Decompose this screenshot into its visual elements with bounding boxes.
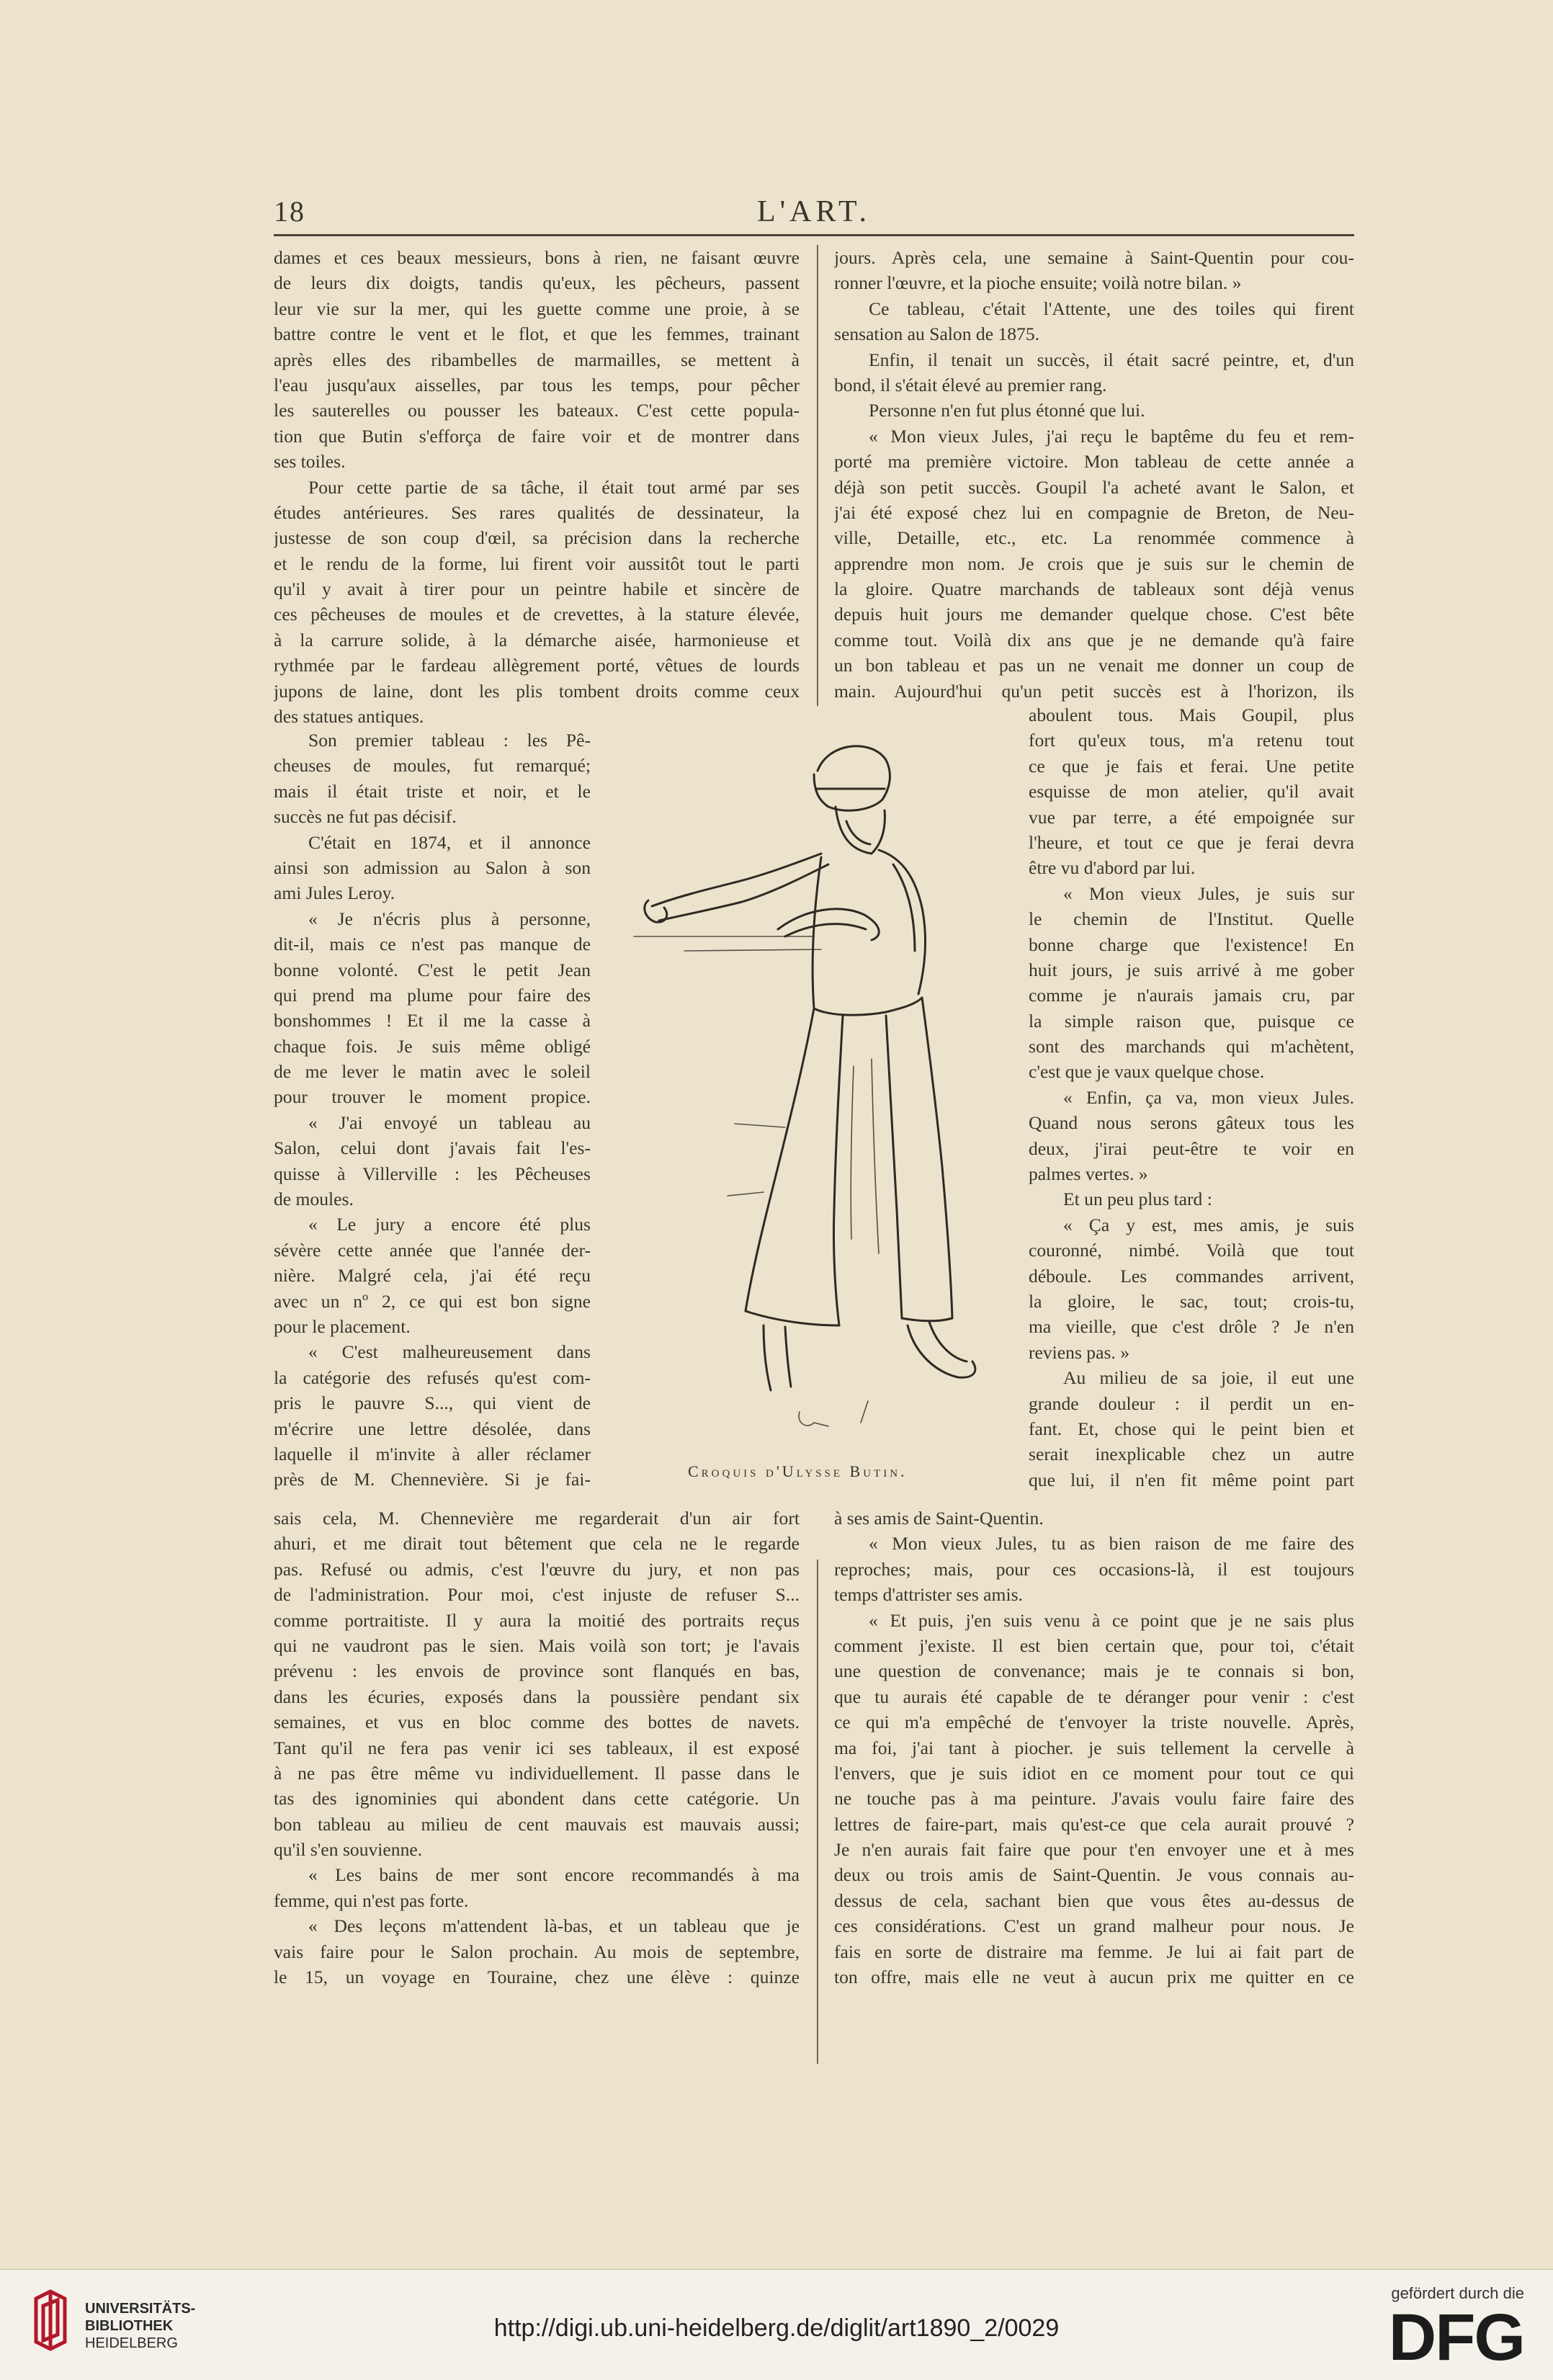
left-column-narrow: [274, 728, 591, 1493]
text-line: aboulent tous. Mais Goupil, plus: [1029, 704, 1354, 725]
text-line: dit-il, mais ce n'est pas manque de: [274, 934, 591, 955]
text-line: ne touche pas à ma peinture. J'avais voulu faire faire des: [834, 1788, 1354, 1809]
text-line: laquelle il m'invite à aller réclamer: [274, 1443, 591, 1464]
text-line: bond, il s'était élevé au premier rang.: [834, 374, 1107, 395]
text-line: ce qui m'a empêché de t'envoyer la triste nouvelle. Après,: [834, 1712, 1354, 1733]
text-line: depuis huit jours me demander quelque chose. C'est bête: [834, 604, 1354, 625]
text-line: nière. Malgré cela, j'ai été reçu: [274, 1265, 591, 1287]
text-line: la simple raison que, puisque ce: [1029, 1010, 1354, 1032]
text-line: femme, qui n'est pas forte.: [274, 1889, 469, 1911]
column-divider-bottom: [817, 1560, 818, 2064]
text-line: battre contre le vent et le flot, et que les femmes, trainant: [274, 323, 800, 345]
text-line: sévère cette année que l'année der-: [274, 1239, 591, 1261]
permalink-url[interactable]: http://digi.ub.uni-heidelberg.de/diglit/art1890_2/0029: [493, 2314, 1060, 2342]
text-line: bonshommes ! Et il me la casse à: [274, 1010, 591, 1032]
text-line: leur vie sur la mer, qui les guette comme une proie, à se: [274, 298, 800, 319]
text-line: bonne volonté. C'est le petit Jean: [274, 959, 591, 980]
text-line: Tant qu'il ne fera pas venir ici ses tableaux, il est exposé: [274, 1737, 800, 1758]
text-line: un bon tableau et pas un ne venait me donner un coup de: [834, 655, 1354, 676]
text-line: pas. Refusé ou admis, c'est l'œuvre du jury, et non pas: [274, 1558, 800, 1580]
text-line: et le rendu de la forme, lui firent voir aussitôt tout le parti: [274, 552, 800, 574]
sponsor-label: gefördert durch die: [1391, 2284, 1524, 2302]
text-line: vais faire pour le Salon prochain. Au mois de septembre,: [274, 1941, 800, 1962]
text-line: ces considérations. C'est un grand malheur pour nous. Je: [834, 1915, 1354, 1937]
text-line: déboule. Les commandes arrivent,: [1029, 1265, 1354, 1287]
library-name-line2: BIBLIOTHEK: [85, 2318, 174, 2334]
text-line: Salon, celui dont j'avais fait l'es-: [274, 1137, 591, 1159]
text-line: que tu aurais été capable de te déranger pour venir : c'est: [834, 1686, 1354, 1707]
text-line: couronné, nimbé. Voilà que tout: [1029, 1240, 1354, 1261]
text-line: près de M. Chennevière. Si je fai-: [274, 1469, 591, 1490]
text-line: apprendre mon nom. Je crois que je suis sur le chemin de: [834, 552, 1354, 574]
text-line: dans les écuries, exposés dans la poussière pendant six: [274, 1686, 800, 1707]
text-line: comme portraitiste. Il y aura la moitié des portraits reçus: [274, 1609, 800, 1631]
right-column-bottom: [834, 1506, 1354, 1990]
text-line: l'heure, et tout ce que je ferai devra: [1029, 831, 1354, 853]
text-line: ville, Detaille, etc., etc. La renommée commence à: [834, 527, 1354, 549]
text-line: Quand nous serons gâteux tous les: [1029, 1112, 1354, 1134]
sketch-illustration: [598, 720, 1023, 1469]
text-line: bon tableau au milieu de cent mauvais est mauvais aussi;: [274, 1813, 800, 1835]
text-line: études antérieures. Ses rares qualités de dessinateur, la: [274, 501, 800, 523]
text-line: justesse de son coup d'œil, sa précision dans la recherche: [274, 527, 800, 549]
text-line: grande douleur : il perdit un en-: [1029, 1392, 1354, 1414]
text-line: porté ma première victoire. Mon tableau de cette année a: [834, 451, 1354, 473]
text-line: deux ou trois amis de Saint-Quentin. Je vous connais au-: [834, 1864, 1354, 1886]
text-line: palmes vertes. »: [1029, 1163, 1148, 1185]
text-line: ton offre, mais elle ne veut à aucun prix me quitter en ce: [834, 1967, 1354, 1988]
text-line: avec un nº 2, ce qui est bon signe: [274, 1290, 591, 1312]
text-line: pour trouver le moment propice.: [274, 1086, 591, 1108]
text-line: Son premier tableau : les Pê-: [308, 730, 591, 751]
text-line: ce que je fais et ferai. Une petite: [1029, 755, 1354, 777]
text-line: Personne n'en fut plus étonné que lui.: [869, 400, 1145, 421]
text-line: ma vieille, que c'est drôle ? Je n'en: [1029, 1316, 1354, 1338]
text-line: « Mon vieux Jules, je suis sur: [1063, 882, 1354, 904]
text-line: « Le jury a encore été plus: [308, 1214, 591, 1235]
text-line: vue par terre, a été empoignée sur: [1029, 806, 1354, 828]
text-line: « Des leçons m'attendent là-bas, et un tableau que je: [308, 1915, 800, 1937]
text-line: dames et ces beaux messieurs, bons à rien, ne faisant œuvre: [274, 247, 800, 268]
text-line: prévenu : les envois de province sont flanqués en bas,: [274, 1660, 800, 1682]
text-line: comme je n'aurais jamais cru, par: [1029, 985, 1354, 1006]
text-line: de me lever le matin avec le soleil: [274, 1061, 591, 1083]
text-line: le 15, un voyage en Touraine, chez une élève : quinze: [274, 1967, 800, 1988]
text-line: tas des ignominies qui abondent dans cette catégorie. Un: [274, 1788, 800, 1809]
left-column-top: [274, 245, 800, 729]
text-line: « Et puis, j'en suis venu à ce point que je ne sais plus: [869, 1609, 1354, 1631]
text-line: pris le pauvre S..., qui vient de: [274, 1392, 591, 1414]
text-line: fant. Et, chose qui le peint bien et: [1029, 1418, 1354, 1439]
text-line: cheuses de moules, fut remarqué;: [274, 755, 591, 777]
text-line: ces pêcheuses de moules et de crevettes, à la stature élevée,: [274, 604, 800, 625]
text-line: « Je n'écris plus à personne,: [308, 908, 591, 929]
text-line: l'eau jusqu'aux aisselles, par tous les temps, pour pêcher: [274, 374, 800, 395]
text-line: qu'il s'en souvienne.: [274, 1839, 423, 1861]
text-line: Et un peu plus tard :: [1063, 1189, 1212, 1210]
text-line: ses toiles.: [274, 451, 346, 473]
text-line: déjà son petit succès. Goupil l'a acheté avant le Salon, et: [834, 476, 1354, 498]
text-line: comme tout. Voilà dix ans que je ne demande qu'à faire: [834, 629, 1354, 650]
text-line: de l'administration. Pour moi, c'est injuste de refuser S...: [274, 1584, 800, 1606]
page-header: [274, 194, 1354, 232]
text-line: fais en sorte de distraire ma femme. Je lui ai fait part de: [834, 1941, 1354, 1962]
text-line: mais il était triste et noir, et le: [274, 780, 591, 802]
text-line: qu'il y avait à tirer pour un peintre habile et sincère de: [274, 578, 800, 600]
text-line: semaines, et vus en bloc comme des bottes de navets.: [274, 1712, 800, 1733]
text-line: dessus de cela, sachant bien que vous êtes au-dessus de: [834, 1889, 1354, 1911]
right-column-top: [834, 245, 1354, 704]
text-line: deux, j'irai peut-être te voir en: [1029, 1137, 1354, 1159]
text-line: c'est que je vaux quelque chose.: [1029, 1061, 1265, 1083]
dfg-logo: DFG: [1388, 2301, 1524, 2374]
text-line: qui ne vaudront pas le sien. Mais voilà son tort; je l'avais: [274, 1634, 800, 1656]
text-line: Pour cette partie de sa tâche, il était tout armé par ses: [308, 476, 800, 498]
right-column-narrow: [1029, 702, 1354, 1493]
text-line: qui prend ma plume pour faire des: [274, 984, 591, 1006]
text-line: des statues antiques.: [274, 706, 424, 728]
text-line: Enfin, il tenait un succès, il était sacré peintre, et, d'un: [869, 349, 1354, 370]
text-line: ronner l'œuvre, et la pioche ensuite; voilà notre bilan. »: [834, 272, 1242, 294]
text-line: « Mon vieux Jules, tu as bien raison de me faire des: [869, 1533, 1354, 1554]
text-line: sais cela, M. Chennevière me regarderait d'un air fort: [274, 1508, 800, 1529]
text-line: fort qu'eux tous, m'a retenu tout: [1029, 730, 1354, 751]
text-line: à ne pas être même vu individuellement. Il passe dans le: [274, 1762, 800, 1784]
text-line: sont des marchands qui m'achètent,: [1029, 1036, 1354, 1057]
text-line: temps d'attrister ses amis.: [834, 1584, 1023, 1606]
text-line: le chemin de l'Institut. Quelle: [1029, 908, 1354, 930]
illustration-caption: Croquis d'Ulysse Butin.: [688, 1462, 908, 1480]
text-line: j'ai été exposé chez lui en compagnie de Breton, de Neu-: [834, 501, 1354, 523]
text-line: la gloire. Quatre marchands de tableaux sont déjà venus: [834, 578, 1354, 600]
text-line: ainsi son admission au Salon à son: [274, 856, 591, 878]
text-line: chaque fois. Je suis même obligé: [274, 1035, 591, 1057]
text-line: huit jours, je suis arrivé à me gober: [1029, 959, 1354, 980]
text-line: que lui, il n'en fit même point part: [1029, 1469, 1354, 1490]
text-line: une question de convenance; mais je te connais si bon,: [834, 1660, 1354, 1682]
footer-bar: [0, 2269, 1553, 2380]
sponsor-block: [1337, 2284, 1524, 2372]
text-line: l'envers, que je suis idiot en ce moment pour tout ce qui: [834, 1762, 1354, 1784]
text-line: succès ne fut pas décisif.: [274, 806, 457, 828]
header-rule: [274, 234, 1354, 236]
text-line: ma foi, j'ai tant à piocher. je suis tellement la cervelle à: [834, 1737, 1354, 1758]
text-line: jours. Après cela, une semaine à Saint-Quentin pour cou-: [834, 247, 1354, 268]
text-line: bonne charge que l'existence! En: [1029, 934, 1354, 955]
text-line: Je n'en aurais fait faire que pour t'en envoyer une et à mes: [834, 1839, 1354, 1861]
text-line: jupons de laine, dont les plis tombent droits comme ceux: [274, 680, 800, 702]
column-divider: [817, 245, 818, 706]
running-title: L'ART.: [756, 195, 872, 228]
page-number: 18: [274, 195, 305, 228]
text-line: après elles des ribambelles de marmailles, se mettent à: [274, 349, 800, 370]
text-line: lettres de faire-part, mais qu'est-ce que cela aurait prouvé ?: [834, 1813, 1354, 1835]
text-line: tion que Butin s'efforça de faire voir et de montrer dans: [274, 425, 800, 447]
text-line: reproches; mais, pour ces occasions-là, il est toujours: [834, 1558, 1354, 1580]
text-line: pour le placement.: [274, 1315, 411, 1337]
text-line: les sauterelles ou pousser les bateaux. C'est cette popula-: [274, 400, 800, 421]
text-line: « J'ai envoyé un tableau au: [308, 1111, 591, 1133]
text-line: rythmée par le fardeau allègrement porté, vêtues de lourds: [274, 655, 800, 676]
text-line: la gloire, le sac, tout; crois-tu,: [1029, 1290, 1354, 1312]
text-line: de moules.: [274, 1189, 354, 1210]
text-line: reviens pas. »: [1029, 1341, 1130, 1363]
text-line: « Les bains de mer sont encore recommandés à ma: [308, 1864, 800, 1886]
text-line: « Mon vieux Jules, j'ai reçu le baptême du feu et rem-: [869, 425, 1354, 447]
text-line: la catégorie des refusés qu'est com-: [274, 1366, 591, 1388]
text-line: quisse à Villerville : les Pêcheuses: [274, 1163, 591, 1184]
text-line: sensation au Salon de 1875.: [834, 323, 1040, 345]
text-line: Ce tableau, c'était l'Attente, une des toiles qui firent: [869, 298, 1354, 319]
text-line: ahuri, et me dirait tout bêtement que cela ne le regarde: [274, 1533, 800, 1554]
left-column-bottom: [274, 1506, 800, 1990]
text-line: à la carrure solide, à la démarche aisée, harmonieuse et: [274, 629, 800, 650]
text-line: ami Jules Leroy.: [274, 882, 395, 904]
text-line: Au milieu de sa joie, il eut une: [1063, 1367, 1354, 1389]
text-line: esquisse de mon atelier, qu'il avait: [1029, 781, 1354, 802]
library-name-line1: UNIVERSITÄTS-: [85, 2301, 196, 2317]
text-line: de leurs dix doigts, tandis qu'eux, les pêcheurs, passent: [274, 272, 800, 294]
text-line: à ses amis de Saint-Quentin.: [834, 1508, 1044, 1529]
library-name-line3: HEIDELBERG: [85, 2335, 178, 2351]
text-line: « Ça y est, mes amis, je suis: [1063, 1214, 1354, 1235]
text-line: « Enfin, ça va, mon vieux Jules.: [1063, 1086, 1354, 1108]
text-line: m'écrire une lettre désolée, dans: [274, 1418, 591, 1439]
text-line: comment j'existe. Il est bien certain que, pour toi, c'était: [834, 1634, 1354, 1656]
text-line: serait inexplicable chez un autre: [1029, 1444, 1354, 1465]
text-line: C'était en 1874, et il annonce: [308, 831, 591, 853]
text-line: main. Aujourd'hui qu'un petit succès est à l'horizon, ils: [834, 680, 1354, 702]
text-line: être vu d'abord par lui.: [1029, 857, 1196, 879]
text-line: « C'est malheureusement dans: [308, 1341, 591, 1363]
